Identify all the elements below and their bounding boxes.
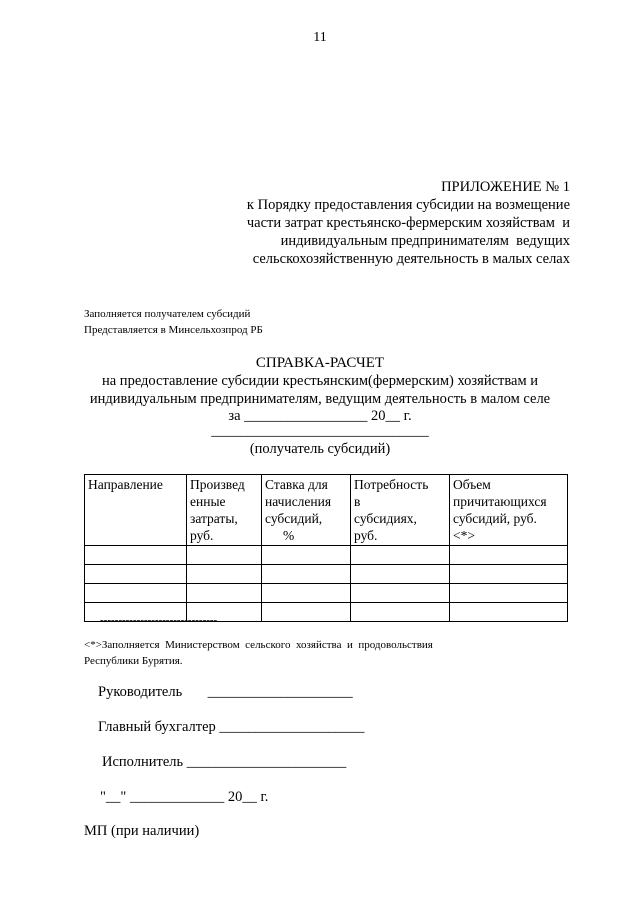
table-row [85,565,568,584]
form-subtitle-1: на предоставление субсидии крестьянским(фермерским) хозяйствам и [101,373,539,389]
form-period: за _________________ 20__ г. [228,408,412,424]
appendix-line-1: к Порядку предоставления субсидии на возмещение [246,197,570,213]
form-subtitle-2: индивидуальным предпринимателям, ведущим деятельность в малом селе [89,391,551,407]
sign-head: Руководитель ____________________ [98,684,353,700]
sign-executor: Исполнитель ______________________ [102,754,347,770]
note-submitted-to: Представляется в Минсельхозпрод РБ [84,324,263,336]
sign-date: "__" _____________ 20__ г. [100,789,269,805]
footnote-line-2: Республики Бурятия. [84,655,183,667]
seal-note: МП (при наличии) [84,823,200,839]
table-row [85,546,568,565]
recipient-line: ______________________________ [211,423,429,439]
header-amount: Объем причитающихся субсидий, руб. <*> [450,475,568,546]
header-rate: Ставка для начисления субсидий, % [262,475,351,546]
appendix-title: ПРИЛОЖЕНИЕ № 1 [441,179,570,195]
header-costs: Произвед енные затраты, руб. [187,475,262,546]
recipient-caption: (получатель субсидий) [249,441,391,457]
sign-accountant: Главный бухгалтер ____________________ [98,719,365,735]
page-number: 11 [313,30,327,45]
footnote-line-1: <*>Заполняется Министерством сельского хозяйства и продовольствия [84,639,433,651]
appendix-line-3: индивидуальным предпринимателям ведущих [280,233,570,249]
subsidy-table [84,474,568,622]
footnote-separator: -------------------------------- [100,614,218,626]
table-row [85,584,568,603]
appendix-line-2: части затрат крестьянско-фермерским хозяйствам и [246,215,570,231]
table-header-row [85,475,568,546]
note-filled-by: Заполняется получателем субсидий [84,308,251,320]
header-need: Потребность в субсидиях, руб. [351,475,450,546]
form-title: СПРАВКА-РАСЧЕТ [255,355,385,371]
appendix-line-4: сельскохозяйственную деятельность в малых селах [252,251,570,267]
header-direction: Направление [85,475,187,546]
